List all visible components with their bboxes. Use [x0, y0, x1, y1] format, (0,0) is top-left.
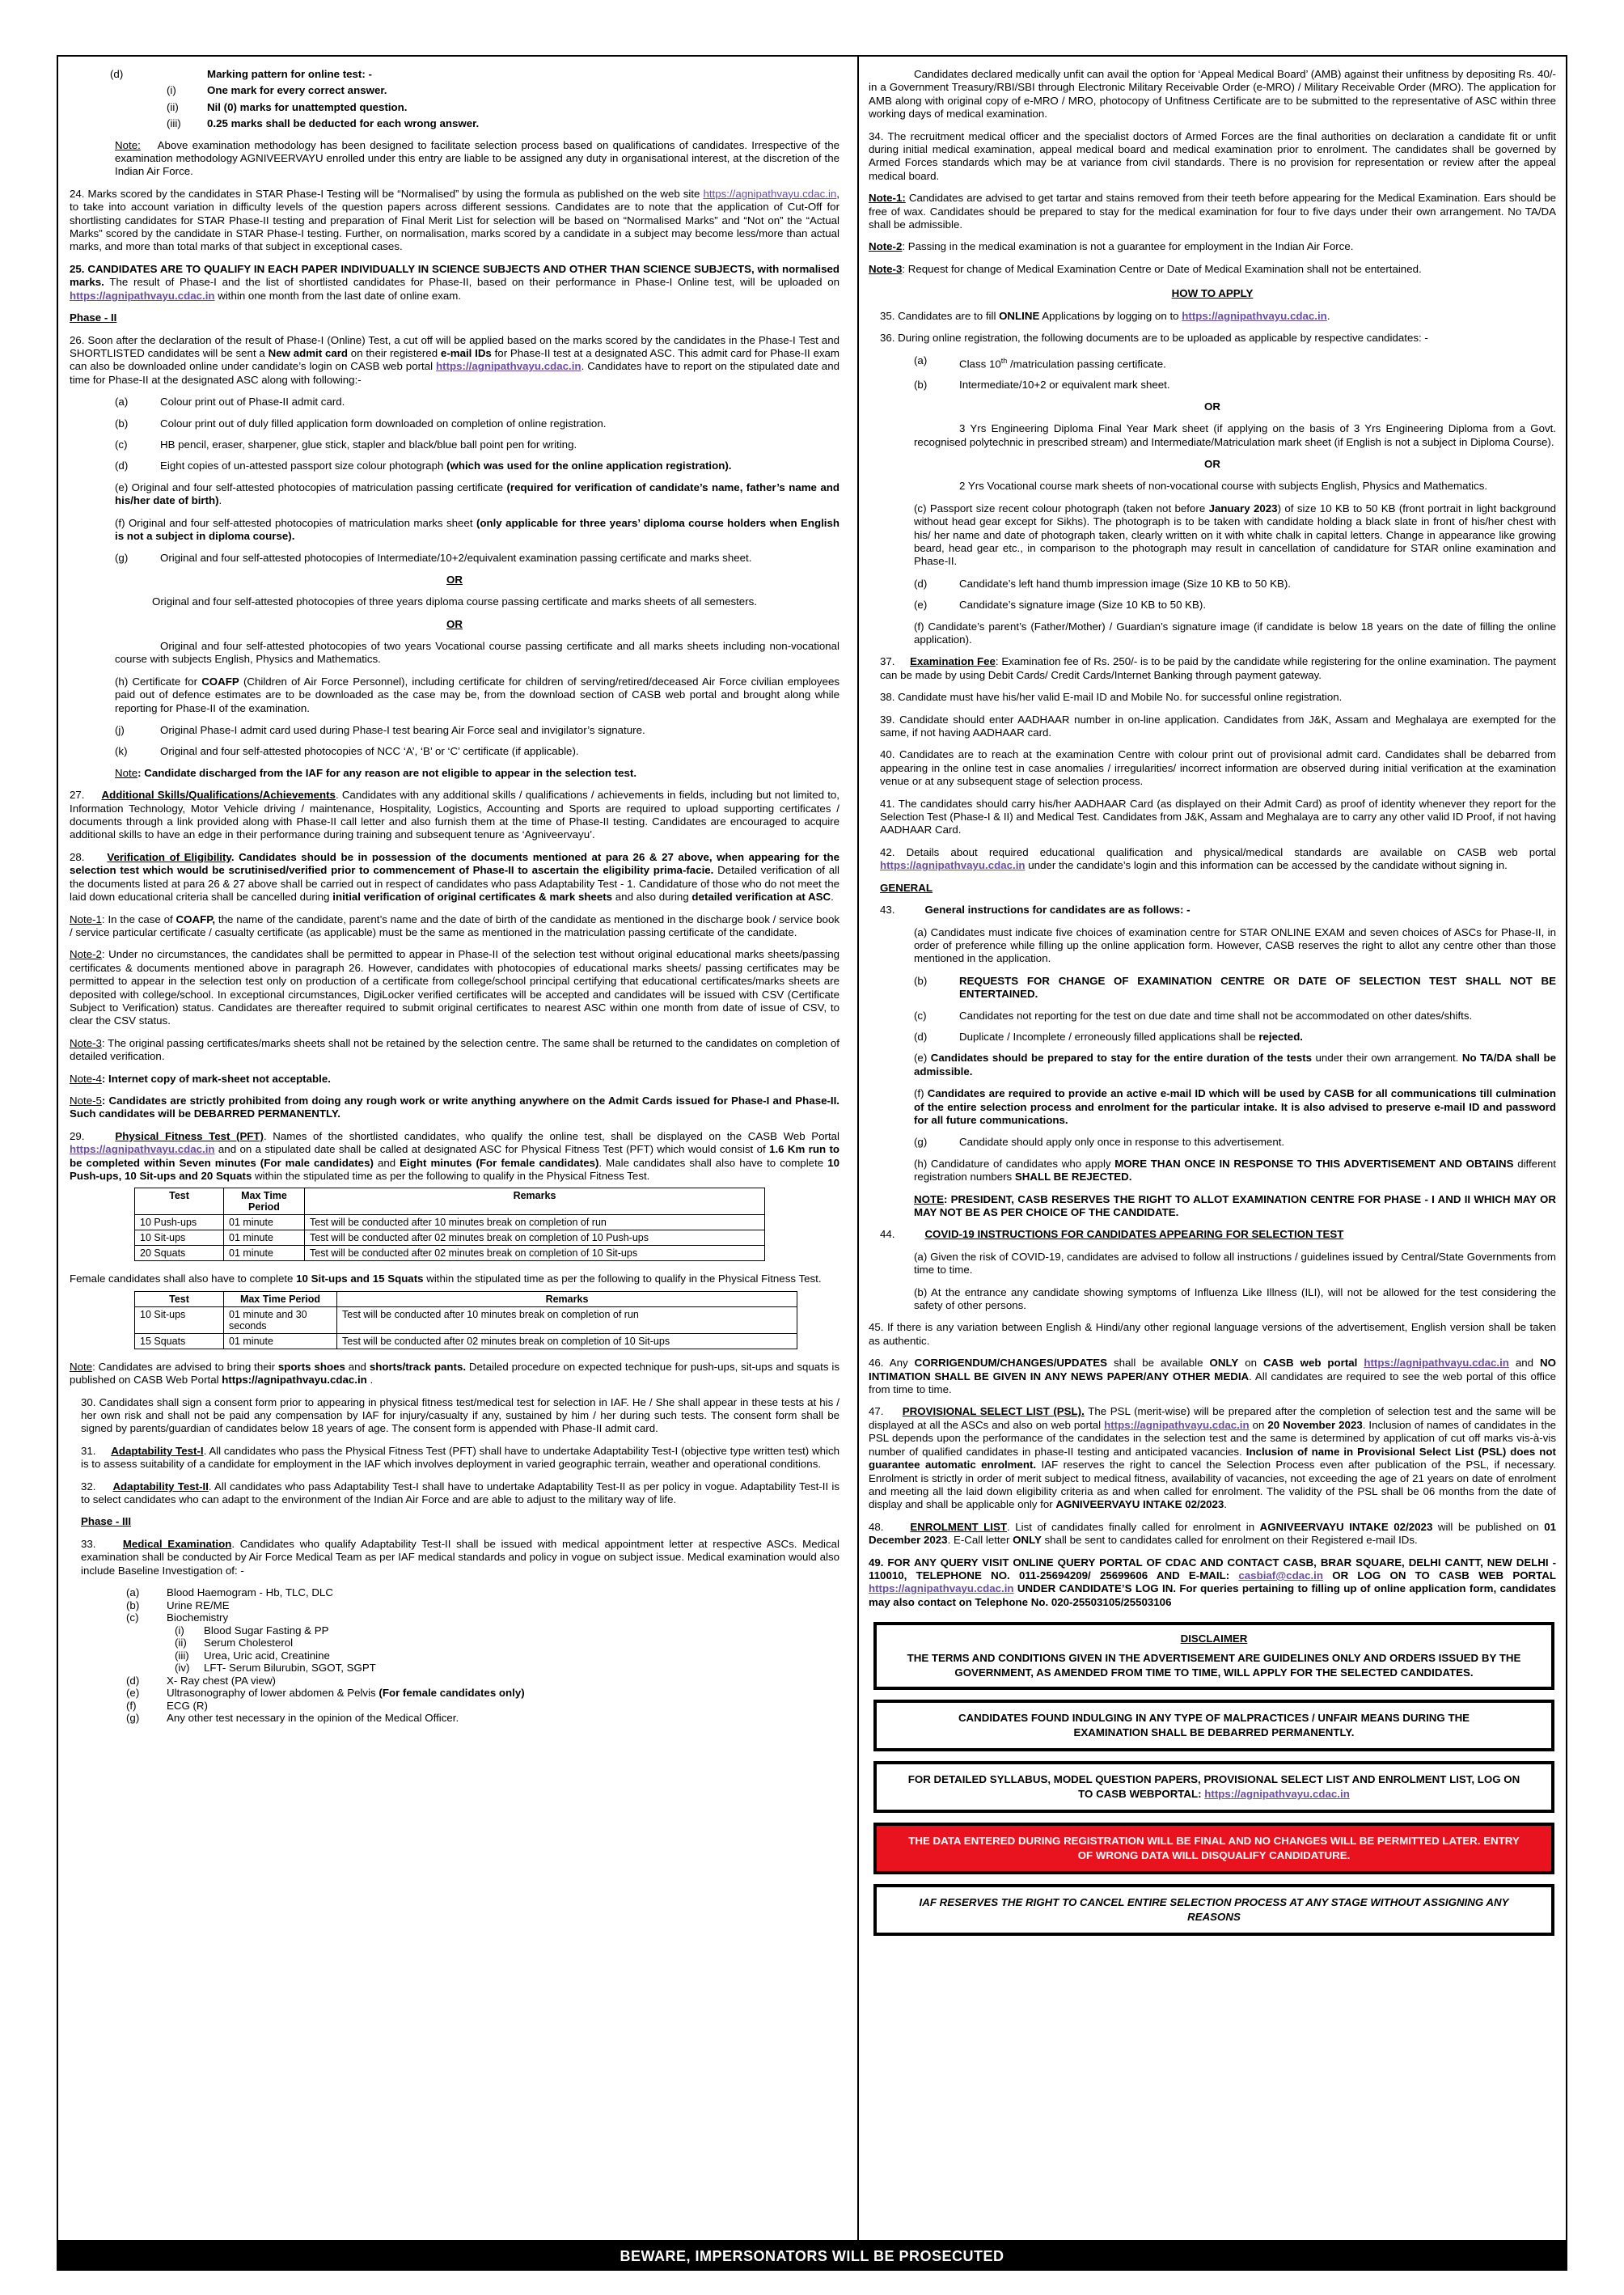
- list-item: (d) Eight copies of un-attested passport size colour photograph (which was used for the online application registration).: [115, 459, 732, 472]
- list-item: (h) Certificate for COAFP (Children of Air Force Personnel), including certificate for children of serving/retired/deceased Air Force civilian employees paid out of defence estimates are to be downloaded as the case may be, from the download section of CASB web portal and brought along while reporting for Phase-II of the examination.: [115, 675, 839, 714]
- portal-link[interactable]: https://agnipathvayu.cdac.in: [1204, 1788, 1350, 1801]
- note-2: Note-2: Under no circumstances, the candidates shall be permitted to appear in Phase-II of the selection test without original educational marks sheets/passing certificates & documents mentioned above in paragraph 26. However, candidates with photocopies of educational marks sheets/ passing certificates may be permitted to appear in the selection test only on production of a certificate from college/school principal certifying that educational certificates/marks sheets are deposited with college/school. In exceptional circumstances, DigiLocker verified certificates will be accepted and candidates will be issued with CSV (Certificate Subject to Verification) status. Candidates are thereafter required to submit original certificates to nearest ASC within one month from date of issue of CSV, to clear the CSV status.: [70, 948, 839, 1027]
- para-38: 38. Candidate must have his/her valid E-mail ID and Mobile No. for successful online registration.: [880, 691, 1343, 704]
- list-item: (c) Candidates not reporting for the test on due date and time shall not be accommodated on other dates/shifts.: [914, 1009, 1473, 1022]
- para-49: 49. FOR ANY QUERY VISIT ONLINE QUERY PORTAL OF CDAC AND CONTACT CASB, BRAR SQUARE, DELHI CANTT, NEW DELHI - 110010, TELEPHONE NO. 011-25694209/ 25699606 AND E-MAIL: casbiaf@cdac.in OR LOG ON TO CASB WEB PORTAL https://agnipathvayu.cdac.in UNDER CANDIDATE’S LOG IN. For queries pertaining to filling up of online application form, candidates may also contact on Telephone No. 020-25503105/25503106: [869, 1556, 1557, 1608]
- table-cell: Test will be conducted after 10 minutes break on completion of run: [337, 1306, 797, 1333]
- list-item: (b) Colour print out of duly filled application form downloaded on completion of online registration.: [115, 417, 607, 430]
- impersonator-warning-footer: BEWARE, IMPERSONATORS WILL BE PROSECUTED: [57, 2242, 1567, 2271]
- marking-list: [70, 84, 839, 130]
- marking-pattern: (d) Marking pattern for online test: - (i) One mark for every correct answer. (ii) Nil (0) marks for unattempted question. (iii) 0.25 marks shall be deducted for each wrong answer.: [70, 68, 839, 131]
- table-header-cell: Remarks: [337, 1291, 797, 1306]
- table-row: [135, 1230, 765, 1246]
- amb-text: Candidates declared medically unfit can avail the option for ‘Appeal Medical Board’ (AMB) against their unfitness by depositing Rs. 40/- in a Government Treasury/RBI/SBI through Electronic Military Receivable Order (e-MRO) / Military Receivable Order (MRO). The application for AMB along with original copy of e-MRO / MRO, photocopy of Unfitness Certificate are to be submitted to the representative of ASC within three working days of medical examination.: [869, 68, 1556, 121]
- para-45: 45. If there is any variation between English & Hindi/any other regional language versions of the advertisement, English version shall be taken as authentic.: [869, 1321, 1556, 1347]
- pft-table-male: [134, 1188, 765, 1261]
- list-item: (ii) Serum Cholesterol: [175, 1637, 294, 1649]
- note-43: NOTE: PRESIDENT, CASB RESERVES THE RIGHT TO ALLOT EXAMINATION CENTRE FOR PHASE - I AND II WHICH MAY OR MAY NOT BE AS PER CHOICE OF THE CANDIDATE.: [914, 1192, 1556, 1219]
- list-item: (i) One mark for every correct answer.: [167, 84, 387, 97]
- list-item: (ii) Nil (0) marks for unattempted question.: [167, 100, 408, 113]
- disclaimer-box: DISCLAIMER THE TERMS AND CONDITIONS GIVEN IN THE ADVERTISEMENT ARE GUIDELINES ONLY AND ORDERS ISSUED BY THE GOVERNMENT, AS AMENDED FROM TIME TO TIME, WILL APPLY FOR THE SELECTED CANDIDATES.: [873, 1622, 1554, 1690]
- table-row: [135, 1306, 797, 1333]
- para-33: 33. Medical Examination. Candidates who qualify Adaptability Test-II shall be issued with medical appointment letter at respective ASCs. Medical examination shall be conducted by Air Force Medical Team as per IAF medical standards and policy in vogue on subject issue. Medical examination would also include Baseline Investigation of: -: [81, 1537, 839, 1577]
- list-item: (e) Candidate’s signature image (Size 10 KB to 50 KB).: [914, 599, 1207, 612]
- methodology-note: Note: Above examination methodology has been designed to facilitate selection process based on qualifications of candidates. Irrespective of the examination methodology AGNIVEERVAYU enrolled under this entry are liable to be assigned any duty in organisational interest, at the discretion of the Indian Air Force.: [115, 138, 839, 178]
- note-26: Note: Candidate discharged from the IAF for any reason are not eligible to appear in the selection test.: [115, 766, 637, 779]
- para-24: 24. Marks scored by the candidates in STAR Phase-I Testing will be “Normalised” by using the formula as published on the web site https://agnipathvayu.cdac.in, to take into account variation in difficulty levels of the question papers across different sessions. Candidates are to note that the application of Cut-Off for shortlisting candidates for STAR Phase-II testing and preparation of Final Merit List for selection will be based on “Normalised Marks” and “Not on” the “Actual Marks” scored by the candidate in STAR Phase-I testing. Further, on normalisation, marks scored by a candidate in a subject may become less/more than actual marks, and more than total marks of that subject in exceptional cases.: [70, 187, 839, 253]
- para-30: 30. Candidates shall sign a consent form prior to appearing in physical fitness test/medical test for selection in IAF. He / She shall appear in these tests at his / her own risk and shall not be paid any compensation by IAF for injury/casualty if any, sustained by him / her during such tests. The consent form shall be signed by parents/guardian of candidates below 18 years of age. The consent form is appended with Phase-II admit card.: [81, 1395, 839, 1435]
- female-pft-text: Female candidates shall also have to complete 10 Sit-ups and 15 Squats within the stipulated time as per the following to qualify in the Physical Fitness Test.: [70, 1272, 822, 1285]
- email-link[interactable]: casbiaf@cdac.in: [1238, 1569, 1323, 1582]
- table-header-row: [135, 1291, 797, 1306]
- list-item: (iii) 0.25 marks shall be deducted for each wrong answer.: [167, 117, 480, 130]
- section-how-to-apply: HOW TO APPLY: [1171, 287, 1254, 300]
- list-item: (c) Passport size recent colour photograph (taken not before January 2023) of size 10 KB to 50 KB (front portrait in light background without head gear except for Sikhs). The photograph is to be taken with candidate holding a black slate in front of his/her chest with his/ her name and date of photograph taken, clearly written on it with white chalk in capital letters. Change in appearance like growing beard, head gear etc., in comparison to the photograph may result in cancellation of candidature for STAR online examination and Phase-II.: [914, 502, 1557, 568]
- portal-link[interactable]: https://agnipathvayu.cdac.in: [70, 1143, 215, 1156]
- para-48: 48. ENROLMENT LIST. List of candidates finally called for enrolment in AGNIVEERVAYU INTAKE 02/2023 will be published on 01 December 2023. E-Call letter ONLY shall be sent to candidates called for enrolment on their Registered e-mail IDs.: [869, 1520, 1556, 1547]
- list-item: (f) ECG (R): [126, 1699, 208, 1712]
- list-item: (b) Urine RE/ME: [126, 1598, 230, 1611]
- list-item: (iv) LFT- Serum Bilurubin, SGOT, SGPT: [175, 1662, 376, 1675]
- advertisement-page: [57, 55, 1567, 2242]
- list-item: (c) HB pencil, eraser, sharpener, glue stick, stapler and black/blue ball point pen for writing.: [115, 438, 577, 451]
- table-cell: 20 Squats: [135, 1246, 224, 1261]
- para-32: 32. Adaptability Test-II. All candidates who pass Adaptability Test-I shall have to undertake Adaptability Test-II as per policy in vogue. Adaptability Test-II is to select candidates who can adapt to the environment of the Indian Air Force and are able to adjust to the military way of life.: [81, 1480, 839, 1506]
- table-header-cell: Test: [135, 1291, 224, 1306]
- para-27: 27. Additional Skills/Qualifications/Achievements. Candidates with any additional skills / qualifications / achievements in fields, including but not limited to, Information Technology, Motor Vehicle driving / maintenance, Hospitality, Logistics, Accounting and Sports are required to upload supporting certificates / documents through a link provided along with Phase-II call letter and also furnish them at the time of Phase-II testing. Candidates are encouraged to acquire additional skills to have an edge in their performance during training and subsequent tenure as ‘Agniveervayu’.: [70, 789, 839, 841]
- list-36: [869, 578, 1556, 612]
- list-item: (f) Original and four self-attested photocopies of matriculation marks sheet (only applicable for three years’ diploma course holders when English is not a subject in diploma course).: [115, 516, 840, 542]
- list-item: (b) Intermediate/10+2 or equivalent mark sheet.: [914, 379, 1170, 392]
- list-item: (b) At the entrance any candidate showing symptoms of Influenza Like Illness (ILI), will not be allowed for the test considering the safety of other persons.: [914, 1285, 1556, 1312]
- note-5: Note-5: Candidates are strictly prohibited from doing any rough work or write anything anywhere on the Admit Cards issued for Phase-I and Phase-II. Such candidates will be DEBARRED PERMANENTLY.: [70, 1094, 839, 1120]
- or-separator: OR: [446, 573, 463, 586]
- data-warning-box: THE DATA ENTERED DURING REGISTRATION WILL BE FINAL AND NO CHANGES WILL BE PERMITTED LATER. ENTRY OF WRONG DATA WILL DISQUALIFY CANDIDATURE.: [873, 1823, 1554, 1874]
- para-29: 29. Physical Fitness Test (PFT). Names of the shortlisted candidates, who qualify the online test, shall be displayed on the CASB Web Portal https://agnipathvayu.cdac.in and on a stipulated date shall be called at designated ASC for Physical Fitness Test (PFT) which would consist of 1.6 Km run to be completed within Seven minutes (For male candidates) and Eight minutes (For female candidates). Male candidates shall also have to complete 10 Push-ups, 10 Sit-ups and 20 Squats within the stipulated time as per the following to qualify in the Physical Fitness Test.: [70, 1129, 839, 1182]
- portal-link[interactable]: https://agnipathvayu.cdac.in: [703, 187, 837, 200]
- list-item: (g) Original and four self-attested photocopies of Intermediate/10+2/equivalent examination passing certificate and marks sheet.: [115, 552, 752, 565]
- portal-link[interactable]: https://agnipathvayu.cdac.in: [222, 1374, 367, 1387]
- list-item: (d) Candidate’s left hand thumb impression image (Size 10 KB to 50 KB).: [914, 577, 1291, 590]
- table-cell: Test will be conducted after 10 minutes break on completion of run: [305, 1215, 765, 1230]
- portal-link[interactable]: https://agnipathvayu.cdac.in: [1104, 1418, 1250, 1431]
- list-item: (iii) Urea, Uric acid, Creatinine: [175, 1649, 330, 1662]
- table-cell: 15 Squats: [135, 1333, 224, 1349]
- para-44: 44. COVID-19 INSTRUCTIONS FOR CANDIDATES APPEARING FOR SELECTION TEST: [880, 1228, 1344, 1241]
- table-cell: 01 minute: [224, 1215, 305, 1230]
- section-general: GENERAL: [880, 881, 933, 894]
- or-option-diploma: Original and four self-attested photocopies of three years diploma course passing certificate and marks sheets of all semesters.: [152, 595, 757, 608]
- table-cell: 01 minute and 30 seconds: [224, 1306, 337, 1333]
- right-column: [869, 68, 1556, 1946]
- portal-link[interactable]: https://agnipathvayu.cdac.in: [880, 859, 1026, 872]
- para-39: 39. Candidate should enter AADHAAR number in on-line application. Candidates from J&K, Assam and Meghalaya are exempted for the same, if not having AADHAAR card.: [880, 713, 1556, 739]
- note-4: Note-4: Internet copy of mark-sheet not acceptable.: [70, 1072, 331, 1085]
- table-cell: Test will be conducted after 02 minutes break on completion of 10 Sit-ups: [337, 1333, 797, 1349]
- para-36: 36. During online registration, the following documents are to be uploaded as applicable by respective candidates: -: [880, 332, 1428, 345]
- or-separator: OR: [1204, 400, 1220, 413]
- table-cell: 01 minute: [224, 1246, 305, 1261]
- note-pft: Note: Candidates are advised to bring their sports shoes and shorts/track pants. Detailed procedure on expected technique for push-ups, sit-ups and squats is published on CASB Web Portal https://agnipathvayu.cdac.in .: [70, 1360, 839, 1387]
- list-item: (e) Candidates should be prepared to stay for the entire duration of the tests under their own arrangement. No TA/DA shall be admissible.: [914, 1052, 1556, 1078]
- list-item: (e) Ultrasonography of lower abdomen & Pelvis (For female candidates only): [126, 1687, 525, 1700]
- section-phase-2: Phase - II: [70, 311, 117, 324]
- list-item: (k) Original and four self-attested photocopies of NCC ‘A’, ‘B’ or ‘C’ certificate (if applicable).: [115, 745, 579, 758]
- list-item: (f) Candidates are required to provide an active e-mail ID which will be used by CASB for all communications till culmination of the entire selection process and enrolment for the particular intake. It is also advised to preserve e-mail ID and password for all future communications.: [914, 1087, 1556, 1126]
- list-item: (c) Biochemistry: [126, 1611, 229, 1624]
- marking-pattern-title: Marking pattern for online test: -: [207, 68, 372, 80]
- table-cell: 10 Sit-ups: [135, 1306, 224, 1333]
- table-cell: 01 minute: [224, 1333, 337, 1349]
- note-1-coafp: Note-1: In the case of COAFP, the name of the candidate, parent’s name and the date of birth of the candidate as mentioned in the discharge book / service book / service particular certificate / casualty certificate (as applicable) must be the same as mentioned in the matriculation passing certificate of the candidate.: [70, 912, 839, 938]
- or-option-vocational: 2 Yrs Vocational course mark sheets of non-vocational course with subjects English, Physics and Mathematics.: [959, 480, 1488, 493]
- list-26: [70, 396, 839, 451]
- list-item: (h) Candidature of candidates who apply MORE THAN ONCE IN RESPONSE TO THIS ADVERTISEMENT AND OBTAINS different registration numbers SHALL BE REJECTED.: [914, 1157, 1556, 1183]
- para-42: 42. Details about required educational qualification and physical/medical standards are available on CASB web portal https://agnipathvayu.cdac.in under the candidate’s login and this information can be accessed by the candidate without signing in.: [880, 845, 1556, 872]
- para-43: 43. General instructions for candidates are as follows: -: [880, 904, 1191, 917]
- para-34: 34. The recruitment medical officer and the specialist doctors of Armed Forces are the final authorities on declaration a candidate fit or unfit during initial medical examination, appeal medical board and medical examination prior to enrolment. The candidates shall be governed by Armed Forces standards which may be at variance from civil standards. There is no provision for representation or review after the appeal medical board.: [869, 129, 1556, 182]
- iaf-rights-box: IAF RESERVES THE RIGHT TO CANCEL ENTIRE SELECTION PROCESS AT ANY STAGE WITHOUT ASSIGNING ANY REASONS: [873, 1884, 1554, 1936]
- right-note-2: Note-2: Passing in the medical examination is not a guarantee for employment in the Indian Air Force.: [869, 240, 1354, 253]
- list-item: (f) Candidate’s parent’s (Father/Mother) / Guardian’s signature image (if candidate is below 18 years on the date of filling the online application).: [914, 620, 1556, 646]
- portal-link[interactable]: https://agnipathvayu.cdac.in: [1182, 309, 1327, 322]
- column-divider: [857, 57, 859, 2240]
- table-row: [135, 1215, 765, 1230]
- table-header-cell: Max Time Period: [224, 1291, 337, 1306]
- right-note-3: Note-3: Request for change of Medical Examination Centre or Date of Medical Examination shall not be entertained.: [869, 262, 1422, 275]
- table-cell: Test will be conducted after 02 minutes break on completion of 10 Push-ups: [305, 1230, 765, 1246]
- list-item: (d) Duplicate / Incomplete / erroneously filled applications shall be rejected.: [914, 1030, 1304, 1043]
- portal-link[interactable]: https://agnipathvayu.cdac.in: [70, 289, 215, 302]
- table-header-cell: Test: [135, 1188, 224, 1215]
- pft-table-female: [134, 1291, 797, 1349]
- table-header-row: [135, 1188, 765, 1215]
- para-35: 35. Candidates are to fill ONLINE Applications by logging on to https://agnipathvayu.cdac.in.: [880, 309, 1330, 322]
- table-cell: Test will be conducted after 02 minutes break on completion of 10 Sit-ups: [305, 1246, 765, 1261]
- para-26: 26. Soon after the declaration of the result of Phase-I (Online) Test, a cut off will be applied based on the marks scored by the candidates in the Phase-I Test and SHORTLISTED candidates will be sent a New admit card on their registered e-mail IDs for Phase-II test at a designated ASC. This admit card for Phase-II exam can also be downloaded online under candidate’s login on CASB web portal https://agnipathvayu.cdac.in. Candidates have to report on the stipulated date and time for Phase-II at the designated ASC along with following:-: [70, 333, 840, 386]
- portal-link[interactable]: https://agnipathvayu.cdac.in: [869, 1582, 1014, 1595]
- list-item: (a) Blood Haemogram - Hb, TLC, DLC: [126, 1586, 333, 1599]
- syllabus-box: FOR DETAILED SYLLABUS, MODEL QUESTION PAPERS, PROVISIONAL SELECT LIST AND ENROLMENT LIST, LOG ON TO CASB WEBPORTAL: https://agnipathvayu.cdac.in: [873, 1761, 1554, 1813]
- table-cell: 10 Push-ups: [135, 1215, 224, 1230]
- list-item: (a) Class 10th /matriculation passing certificate.: [914, 354, 1166, 370]
- table-row: [135, 1246, 765, 1261]
- table-cell: 10 Sit-ups: [135, 1230, 224, 1246]
- list-item: (i) Blood Sugar Fasting & PP: [175, 1624, 329, 1637]
- list-item: (g) Any other test necessary in the opinion of the Medical Officer.: [126, 1712, 459, 1725]
- table-header-cell: Remarks: [305, 1188, 765, 1215]
- para-40: 40. Candidates are to reach at the examination Centre with colour print out of provisional admit card. Candidates shall be debarred from appearing in the online test in case anomalies / irregularities/ incorrect information are observed during initial verification at the examination venue or at any subsequent stage of selection process.: [880, 748, 1556, 788]
- list-item: (a) Colour print out of Phase-II admit card.: [115, 396, 345, 409]
- list-item: (d) X- Ray chest (PA view): [126, 1674, 276, 1687]
- or-separator: OR: [446, 617, 463, 630]
- note-3: Note-3: The original passing certificates/marks sheets shall not be retained by the selection centre. The same shall be returned to the candidates on completion of detailed verification.: [70, 1036, 839, 1063]
- para-47: 47. PROVISIONAL SELECT LIST (PSL). The PSL (merit-wise) will be prepared after the completion of selection test and the same will be displayed at all the ASCs and also on web portal https://agnipathvayu.cdac.in on 20 November 2023. Inclusion of names of candidates in the PSL depends upon the performance of the candidates in the selection test and the same is determined by application of cut off marks vis-à-vis number of qualified candidates in phase-II testing and anticipated vacancies. Inclusion of name in Provisional Select List (PSL) does not guarantee automatic enrolment. IAF reserves the right to cancel the Selection Process even after publication of the PSL, if necessary. Enrolment is strictly in order of merit subject to medical fitness, availability of vacancies, not exceeding the age of 21 years on date of enrolment and meeting all the laid down eligibility criteria as and when called for enrolment. The validity of the PSL shall be 06 months from the date of display and shall be applicable only for AGNIVEERVAYU INTAKE 02/2023.: [869, 1405, 1556, 1511]
- malpractice-box: CANDIDATES FOUND INDULGING IN ANY TYPE OF MALPRACTICES / UNFAIR MEANS DURING THE EXAMINATION SHALL BE DEBARRED PERMANENTLY.: [873, 1700, 1554, 1751]
- table-cell: 01 minute: [224, 1230, 305, 1246]
- portal-link[interactable]: https://agnipathvayu.cdac.in: [1364, 1357, 1509, 1370]
- or-option-vocational: Original and four self-attested photocopies of two years Vocational course passing certificate and all marks sheets including non-vocational course with subjects English, Physics and Mathematics.: [115, 640, 839, 666]
- para-31: 31. Adaptability Test-I. All candidates who pass the Physical Fitness Test (PFT) shall have to undertake Adaptability Test-I (objective type written test) which is to assess suitability of a candidate for employment in the IAF which involves deployment in varied geographic terrain, weather and operational conditions.: [81, 1444, 839, 1471]
- right-note-1: Note-1: Candidates are advised to get tartar and stains removed from their teeth before appearing for the Medical Examination. Ears should be free of wax. Candidates should be prepared to stay for the medical examination for four to five days under their own arrangement. No TA/DA shall be admissible.: [869, 192, 1556, 231]
- section-phase-3: Phase - III: [81, 1515, 132, 1528]
- para-37: 37. Examination Fee: Examination fee of Rs. 250/- is to be paid by the candidate while registering for the online examination. The payment can be made by using Debit Cards/ Credit Cards/Internet Banking through payment gateway.: [880, 655, 1556, 681]
- list-item: (e) Original and four self-attested photocopies of matriculation passing certificate (required for verification of candidate’s name, father’s name and his/her date of birth).: [115, 481, 839, 507]
- or-separator: OR: [1204, 457, 1220, 470]
- table-header-cell: Max Time Period: [224, 1188, 305, 1215]
- list-item: (j) Original Phase-I admit card used during Phase-I test bearing Air Force seal and invigilator’s signature.: [115, 724, 645, 737]
- list-item: (b) REQUESTS FOR CHANGE OF EXAMINATION CENTRE OR DATE OF SELECTION TEST SHALL NOT BE ENTERTAINED.: [914, 974, 1556, 1001]
- list-item: (g) Candidate should apply only once in response to this advertisement.: [914, 1136, 1285, 1149]
- para-28: 28. Verification of Eligibility. Candidates should be in possession of the documents mentioned at para 26 & 27 above, when appearing for the selection test which would be scrutinised/verified prior to commencement of Phase-II to ascertain the eligibility prima-facie. Detailed verification of all the documents listed at para 26 & 27 above shall be carried out in respect of candidates who pass Adaptability Test - 1. Candidature of those who do not meet the laid down educational criteria shall be cancelled during initial verification of original certificates & mark sheets and also during detailed verification at ASC.: [70, 850, 840, 904]
- medical-list: [70, 1586, 839, 1725]
- portal-link[interactable]: https://agnipathvayu.cdac.in: [436, 360, 582, 373]
- list-item: (a) Given the risk of COVID-19, candidates are advised to follow all instructions / guidelines issued by Central/State Governments from time to time.: [914, 1250, 1556, 1277]
- para-25: 25. CANDIDATES ARE TO QUALIFY IN EACH PAPER INDIVIDUALLY IN SCIENCE SUBJECTS AND OTHER THAN SCIENCE SUBJECTS, with normalised marks. The result of Phase-I and the list of shortlisted candidates for Phase-II, based on their performance in Phase-I Online test, will be uploaded on https://agnipathvayu.cdac.in within one month from the last date of online exam.: [70, 262, 839, 302]
- list-item: (a) Candidates must indicate five choices of examination centre for STAR ONLINE EXAM and seven choices of ASCs for Phase-II, in order of preference while filling up the online application form. However, CASB reserves the right to allot any centre other than those mentioned in the application.: [914, 925, 1556, 965]
- left-column: [70, 68, 839, 1725]
- para-46: 46. Any CORRIGENDUM/CHANGES/UPDATES shall be available ONLY on CASB web portal https://agnipathvayu.cdac.in and NO INTIMATION SHALL BE GIVEN IN ANY NEWS PAPER/ANY OTHER MEDIA. All candidates are required to see the web portal of this office from time to time.: [869, 1357, 1556, 1396]
- para-41: 41. The candidates should carry his/her AADHAAR Card (as displayed on their Admit Card) as proof of identity whenever they report for the Selection Test (Phase-I & II) and Medical Test. Candidates from J&K, Assam and Meghalaya are to carry any other valid ID Proof, if not having AADHAAR Card.: [880, 797, 1556, 836]
- table-row: [135, 1333, 797, 1349]
- or-option-diploma: 3 Yrs Engineering Diploma Final Year Mark sheet (if applying on the basis of 3 Yrs Engineering Diploma from a Govt. recognised polytechnic in prescribed stream) and Intermediate/Matriculation mark sheet (if English is not a subject in Diploma Course).: [914, 422, 1556, 448]
